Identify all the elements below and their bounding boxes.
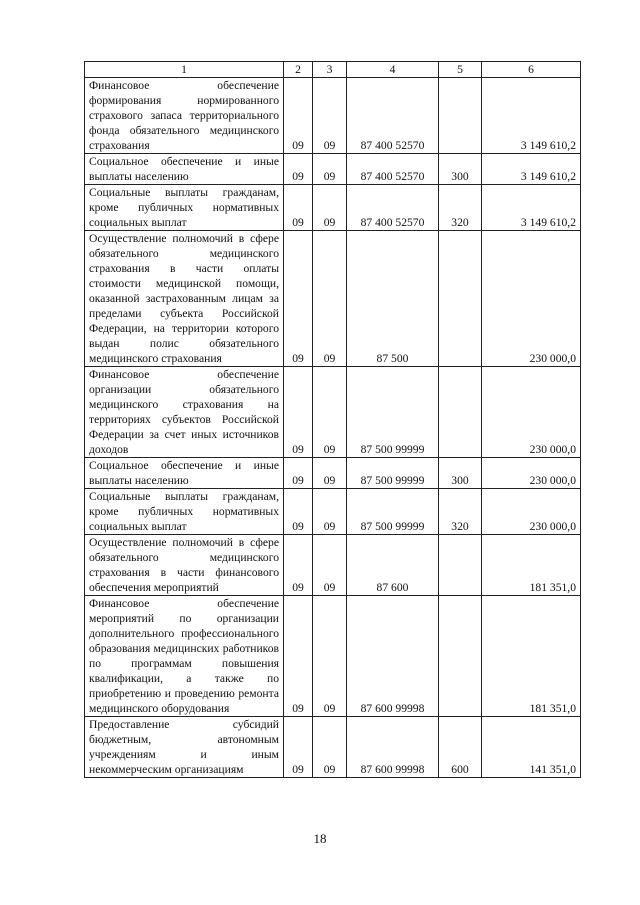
amount-cell: 3 149 610,2 bbox=[482, 185, 581, 231]
target-article-cell: 87 500 99999 bbox=[347, 367, 439, 458]
item-name-cell: Финансовое обеспечение формирования нормированного страхового запаса территориального фонда обязательного медицинского страхования bbox=[85, 78, 284, 154]
subsection-code-cell: 09 bbox=[313, 154, 347, 185]
subsection-code-cell: 09 bbox=[313, 596, 347, 717]
section-code-cell: 09 bbox=[284, 535, 313, 596]
column-header: 2 bbox=[284, 62, 313, 78]
table-row bbox=[85, 185, 581, 231]
subsection-code-cell: 09 bbox=[313, 367, 347, 458]
expense-type-cell: 300 bbox=[439, 458, 482, 489]
table-row bbox=[85, 78, 581, 154]
target-article-cell: 87 400 52570 bbox=[347, 185, 439, 231]
subsection-code-cell: 09 bbox=[313, 78, 347, 154]
expense-type-cell: 320 bbox=[439, 489, 482, 535]
table-row bbox=[85, 535, 581, 596]
section-code-cell: 09 bbox=[284, 458, 313, 489]
amount-cell: 3 149 610,2 bbox=[482, 154, 581, 185]
item-name-cell: Осуществление полномочий в сфере обязательного медицинского страхования в части оплаты стоимости медицинской помощи, оказанной застрахованным лицам за пределами субъекта Российской Федерации, на территории которого выдан полис обязательного медицинского страхования bbox=[85, 231, 284, 367]
column-header: 5 bbox=[439, 62, 482, 78]
section-code-cell: 09 bbox=[284, 231, 313, 367]
amount-cell: 181 351,0 bbox=[482, 596, 581, 717]
section-code-cell: 09 bbox=[284, 596, 313, 717]
expense-type-cell bbox=[439, 535, 482, 596]
item-name-cell: Финансовое обеспечение мероприятий по организации дополнительного профессионального образования медицинских работников по программам повышения квалификации, а также по приобретению и проведению ремонта медицинского оборудования bbox=[85, 596, 284, 717]
amount-cell: 230 000,0 bbox=[482, 231, 581, 367]
section-code-cell: 09 bbox=[284, 367, 313, 458]
amount-cell: 3 149 610,2 bbox=[482, 78, 581, 154]
item-name-cell: Финансовое обеспечение организации обязательного медицинского страхования на территориях субъектов Российской Федерации за счет иных источников доходов bbox=[85, 367, 284, 458]
expense-type-cell: 600 bbox=[439, 717, 482, 778]
target-article-cell: 87 600 99998 bbox=[347, 596, 439, 717]
table-row bbox=[85, 458, 581, 489]
table-row bbox=[85, 154, 581, 185]
item-name-cell: Социальное обеспечение и иные выплаты населению bbox=[85, 458, 284, 489]
item-name-cell: Предоставление субсидий бюджетным, автономным учреждениям и иным некоммерческим организациям bbox=[85, 717, 284, 778]
target-article-cell: 87 400 52570 bbox=[347, 78, 439, 154]
target-article-cell: 87 400 52570 bbox=[347, 154, 439, 185]
target-article-cell: 87 600 bbox=[347, 535, 439, 596]
subsection-code-cell: 09 bbox=[313, 535, 347, 596]
target-article-cell: 87 500 bbox=[347, 231, 439, 367]
subsection-code-cell: 09 bbox=[313, 185, 347, 231]
target-article-cell: 87 600 99998 bbox=[347, 717, 439, 778]
amount-cell: 230 000,0 bbox=[482, 458, 581, 489]
section-code-cell: 09 bbox=[284, 185, 313, 231]
table-row bbox=[85, 596, 581, 717]
page-number: 18 bbox=[313, 831, 327, 846]
amount-cell: 181 351,0 bbox=[482, 535, 581, 596]
expense-type-cell bbox=[439, 596, 482, 717]
section-code-cell: 09 bbox=[284, 78, 313, 154]
expense-type-cell: 320 bbox=[439, 185, 482, 231]
column-header: 6 bbox=[482, 62, 581, 78]
item-name-cell: Осуществление полномочий в сфере обязательного медицинского страхования в части финансового обеспечения мероприятий bbox=[85, 535, 284, 596]
subsection-code-cell: 09 bbox=[313, 231, 347, 367]
expense-type-cell bbox=[439, 78, 482, 154]
item-name-cell: Социальные выплаты гражданам, кроме публичных нормативных социальных выплат bbox=[85, 185, 284, 231]
subsection-code-cell: 09 bbox=[313, 489, 347, 535]
amount-cell: 230 000,0 bbox=[482, 367, 581, 458]
expense-type-cell bbox=[439, 231, 482, 367]
item-name-cell: Социальное обеспечение и иные выплаты населению bbox=[85, 154, 284, 185]
budget-table bbox=[84, 61, 581, 778]
item-name-cell: Социальные выплаты гражданам, кроме публичных нормативных социальных выплат bbox=[85, 489, 284, 535]
amount-cell: 141 351,0 bbox=[482, 717, 581, 778]
column-header: 3 bbox=[313, 62, 347, 78]
section-code-cell: 09 bbox=[284, 489, 313, 535]
column-header: 1 bbox=[85, 62, 284, 78]
amount-cell: 230 000,0 bbox=[482, 489, 581, 535]
target-article-cell: 87 500 99999 bbox=[347, 458, 439, 489]
table-row bbox=[85, 367, 581, 458]
table-row bbox=[85, 489, 581, 535]
subsection-code-cell: 09 bbox=[313, 717, 347, 778]
target-article-cell: 87 500 99999 bbox=[347, 489, 439, 535]
expense-type-cell: 300 bbox=[439, 154, 482, 185]
table-row bbox=[85, 717, 581, 778]
section-code-cell: 09 bbox=[284, 154, 313, 185]
table-header-row bbox=[85, 62, 581, 78]
subsection-code-cell: 09 bbox=[313, 458, 347, 489]
section-code-cell: 09 bbox=[284, 717, 313, 778]
expense-type-cell bbox=[439, 367, 482, 458]
table-row bbox=[85, 231, 581, 367]
column-header: 4 bbox=[347, 62, 439, 78]
